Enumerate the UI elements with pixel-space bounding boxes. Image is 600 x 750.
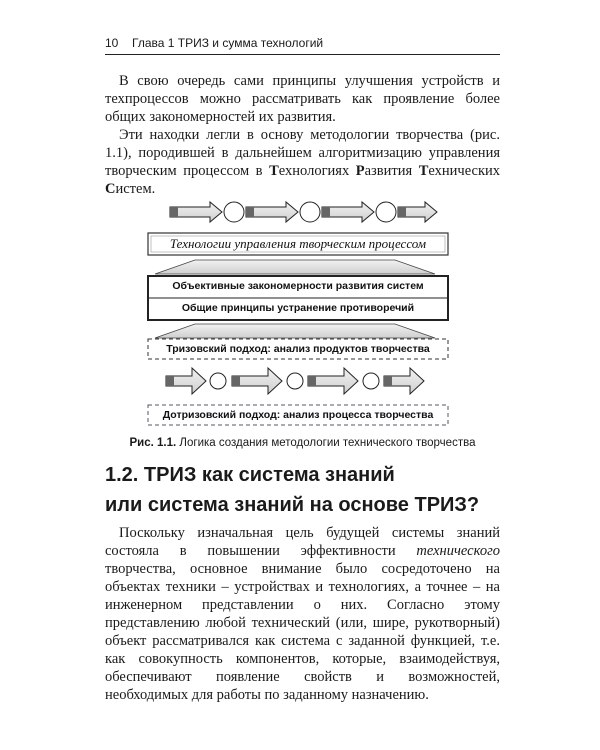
top-circle-2 [300,202,320,222]
paragraph-2-lead: Эти находки легли в основу методологии творчества (рис. 1.1), породившей в дальнейшем алгоритмизацию управления творческим процессом в [105,127,500,179]
bottom-arrow-1-stripes [166,376,174,386]
section-heading-line-2: или система знаний на основе ТРИЗ? [105,494,480,516]
top-arrow-1-stripes [170,207,178,217]
paragraph-3-italic: технического [416,543,500,559]
figure-caption-text: Логика создания методологии технического творчества [176,437,476,449]
paragraph-3 [105,524,500,704]
bottom-arrow-3-stripes [308,376,316,386]
label-general-principles: Общие принципы устранение противоречий [181,302,415,314]
paragraph-1 [105,72,500,126]
paragraph-2 [105,126,500,198]
bottom-arrow-2-stripes [232,376,240,386]
bottom-circle-3 [363,373,379,389]
bottom-circle-1 [210,373,226,389]
acronym-letter-r: Р [355,163,365,179]
up-arrow-1 [155,260,435,274]
up-arrow-2 [155,324,435,338]
figure-caption-number: Рис. 1.1. [129,437,177,449]
running-head [105,34,500,55]
bottom-process-row [166,368,424,394]
figure-1-1 [140,200,462,435]
paragraph-3-rest: творчества, основное внимание было сосредоточено на объектах техники – устройствах и технологиях, а точнее – на инженерном представлении о них. Согласно этому представлению любой технический (или, шире, рукотворный) объект рассматривался как система с заданной функцией, т.е. как совокупность компонентов, которые, взаимодействуя, обеспечивают появление свойств и возможностей, необходимых для работы по заданному назначению. [105,561,500,703]
top-process-row [170,202,437,222]
paragraph-1-text: В свою очередь сами принципы улучшения устройств и техпроцессов можно рассматривать как проявление более общих закономерностей их развития. [105,73,500,125]
section-heading-line-1: 1.2. ТРИЗ как система знаний [105,464,395,486]
label-technology-management: Технологии управления творческим процессом [169,236,427,251]
top-arrow-2-stripes [246,207,254,217]
bottom-circle-2 [287,373,303,389]
acronym-rest-r: азвития [364,163,419,179]
acronym-letter-s: С [105,181,116,197]
top-circle-1 [224,202,244,222]
paragraph-3-text [105,524,500,704]
acronym-rest-s: истем. [115,181,156,197]
figure-caption [105,437,500,449]
acronym-rest-t: ехнологиях [278,163,356,179]
paragraph-3-lead: Поскольку изначальная цель будущей системы знаний состояла в повышении эффективности [105,525,500,559]
top-arrow-3-stripes [322,207,330,217]
top-arrow-4-stripes [398,207,406,217]
bottom-arrow-4-stripes [384,376,392,386]
page-number: 10 [105,36,119,50]
running-title: Глава 1 ТРИЗ и сумма технологий [132,36,324,50]
acronym-letter-t2: Т [418,163,429,179]
label-triz-approach: Тризовский подход: анализ продуктов творчества [166,343,430,355]
label-objective-laws: Объективные закономерности развития систем [172,280,424,292]
label-pre-triz-approach: Дотризовский подход: анализ процесса творчества [162,409,434,421]
paragraph-2-text [105,126,500,198]
acronym-rest-t2: ехнических [428,163,500,179]
section-heading [105,460,500,520]
top-circle-3 [376,202,396,222]
acronym-letter-t: Т [269,163,279,179]
